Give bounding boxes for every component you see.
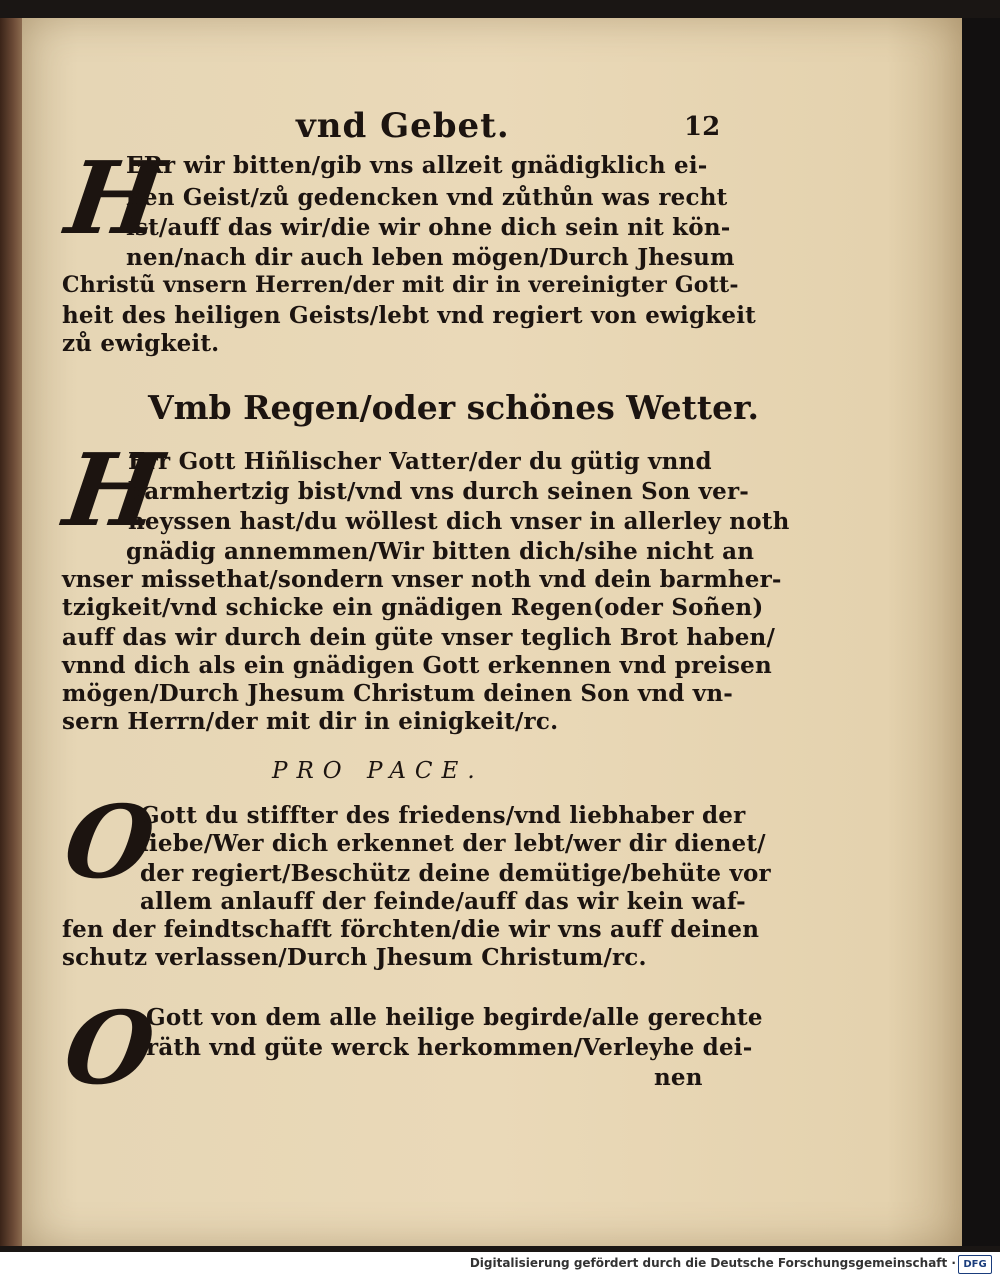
- text-line: zů ewigkeit.: [62, 330, 220, 357]
- running-head: vnd Gebet.: [296, 106, 510, 146]
- drop-capital: H: [57, 431, 169, 549]
- text-line: Christũ vnsern Herren/der mit dir in vereinigter Gott-: [62, 272, 739, 298]
- text-line: fen der feindtschafft förchten/die wir vns auff deinen: [62, 916, 760, 943]
- text-line: vnser missethat/sondern vnser noth vnd dein barmher-: [62, 566, 782, 593]
- section-heading: PRO PACE.: [272, 758, 484, 784]
- digitization-footer: [0, 1252, 1000, 1276]
- text-line: Gott von dem alle heilige begirde/alle gerechte: [146, 1004, 763, 1031]
- text-line: nen/nach dir auch leben mögen/Durch Jhesum: [126, 244, 735, 271]
- text-line: auff das wir durch dein güte vnser teglich Brot haben/: [62, 624, 776, 651]
- text-line: heit des heiligen Geists/lebt vnd regiert von ewigkeit: [62, 302, 756, 329]
- page-number: 12: [684, 112, 721, 142]
- text-line: schutz verlassen/Durch Jhesum Christum/rc.: [62, 944, 647, 971]
- text-line: ERr wir bitten/gib vns allzeit gnädigklich ei-: [126, 152, 708, 179]
- text-line: der regiert/Beschütz deine demütige/behüte vor: [140, 860, 771, 887]
- text-line: nen Geist/zů gedencken vnd zůthůn was recht: [126, 184, 728, 211]
- text-line: gnädig annemmen/Wir bitten dich/sihe nicht an: [126, 538, 755, 565]
- catchword: nen: [654, 1064, 703, 1091]
- text-line: ist/auff das wir/die wir ohne dich sein nit kön-: [126, 214, 731, 241]
- section-heading: Vmb Regen/oder schönes Wetter.: [148, 388, 759, 427]
- funding-notice: Digitalisierung gefördert durch die Deutsche Forschungsgemeinschaft ·: [469, 1256, 956, 1270]
- text-line: räth vnd güte werck herkommen/Verleyhe dei-: [146, 1034, 753, 1061]
- text-line: Gott du stiffter des friedens/vnd liebhaber der: [140, 802, 746, 829]
- text-line: tzigkeit/vnd schicke ein gnädigen Regen(oder Soñen): [62, 594, 764, 621]
- text-line: mögen/Durch Jhesum Christum deinen Son vnd vn-: [62, 680, 734, 707]
- drop-capital: O: [57, 989, 162, 1107]
- text-line: allem anlauff der feinde/auff das wir kein waf-: [140, 888, 746, 915]
- text-line: vnnd dich als ein gnädigen Gott erkennen vnd preisen: [62, 652, 772, 679]
- dfg-logo: DFG: [958, 1255, 992, 1274]
- book-spine: [0, 18, 22, 1246]
- text-line: liebe/Wer dich erkennet der lebt/wer dir dienet/: [140, 830, 766, 857]
- drop-capital: H: [59, 139, 171, 257]
- text-line: heyssen hast/du wöllest dich vnser in allerley noth: [128, 508, 790, 535]
- drop-capital: O: [57, 783, 162, 901]
- text-line: barmhertzig bist/vnd vns durch seinen Son ver-: [128, 478, 750, 505]
- text-line: sern Herrn/der mit dir in einigkeit/rc.: [62, 708, 559, 735]
- page-edge-shadow: [962, 18, 1000, 1246]
- text-line: Err Gott Hiñlischer Vatter/der du gütig vnnd: [128, 448, 712, 475]
